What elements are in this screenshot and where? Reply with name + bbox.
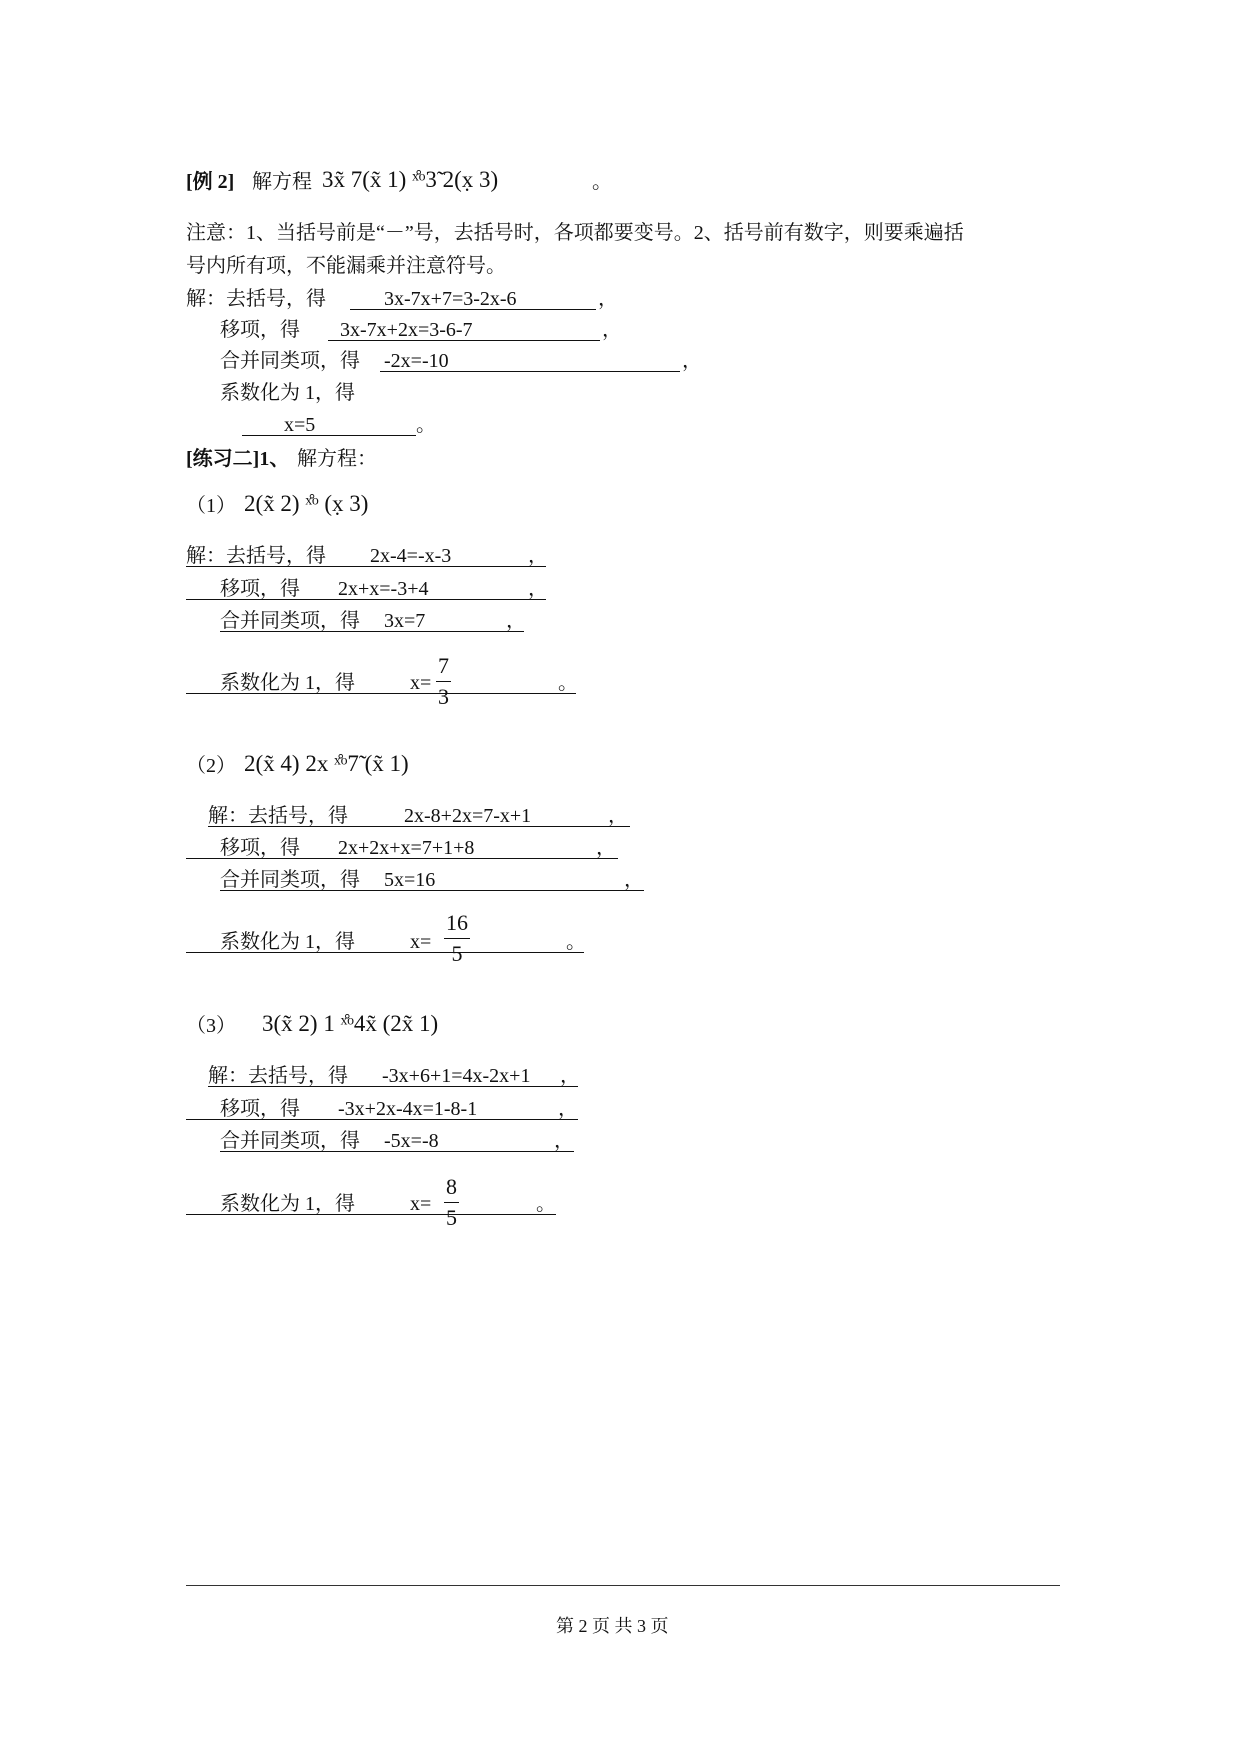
problem-2-step3-line: [220, 890, 644, 891]
problem-2-step3-answer: 5x=16: [384, 869, 436, 891]
problem-3-step1-answer: -3x+6+1=4x-2x+1: [382, 1065, 531, 1087]
problem-1-step1-label: 解：去括号，得: [186, 545, 326, 567]
problem-2-step1-label: 解：去括号，得: [208, 805, 348, 827]
example-step2-label: 移项，得: [220, 319, 300, 341]
note-line-2: 号内所有项，不能漏乘并注意符号。: [186, 255, 506, 277]
example-step4-period: 。: [416, 414, 436, 436]
example-step4-blank: [242, 435, 416, 436]
problem-2-step3-label: 合并同类项，得: [220, 869, 360, 891]
problem-3-numerator: 8: [444, 1176, 459, 1203]
problem-2-step4-prefix: x=: [410, 931, 432, 953]
problem-3-denominator: 5: [446, 1205, 457, 1230]
example-end-mark: 。: [592, 171, 612, 193]
example-equation: 3x̃ 7(x̃ 1) ˣ̊ᵒ3̃ 2(x̣ 3): [322, 167, 499, 192]
problem-3-step2-comma: ，: [558, 1098, 578, 1120]
problem-3-step2-label: 移项，得: [220, 1098, 300, 1120]
problem-3-step1-comma: ，: [560, 1065, 580, 1087]
problem-2-step2-line: [186, 858, 618, 859]
problem-3-step1-line: [208, 1086, 578, 1087]
problem-1-step3-line: [220, 631, 524, 632]
problem-2-step4-label: 系数化为 1，得: [220, 931, 355, 953]
example-step3-blank: [380, 371, 680, 372]
example-step4-label: 系数化为 1，得: [220, 382, 355, 404]
problem-1-step3-label: 合并同类项，得: [220, 610, 360, 632]
practice-heading: [练习二]1、: [186, 448, 290, 470]
problem-1-step4-period: 。: [558, 672, 578, 694]
problem-2-step2-comma: ，: [596, 837, 616, 859]
problem-1-step3-comma: ，: [506, 610, 526, 632]
problem-1-step4-prefix: x=: [410, 672, 432, 694]
problem-1-step1-line: [186, 566, 546, 567]
problem-2-numerator: 16: [444, 912, 470, 939]
problem-3-step4-period: 。: [536, 1193, 556, 1215]
example-step2-answer: 3x-7x+2x=3-6-7: [340, 319, 473, 341]
problem-2-step2-label: 移项，得: [220, 837, 300, 859]
problem-2-number: （2）: [186, 755, 236, 777]
problem-1-step1-answer: 2x-4=-x-3: [370, 545, 452, 567]
example-step1-blank: [350, 309, 596, 310]
problem-2-denominator: 5: [451, 941, 463, 966]
problem-2-step1-comma: ，: [608, 805, 628, 827]
problem-3-step2-answer: -3x+2x-4x=1-8-1: [338, 1098, 478, 1120]
problem-1-step2-label: 移项，得: [220, 578, 300, 600]
example-step1-comma: ，: [598, 288, 618, 310]
example-step2-blank: [328, 340, 600, 341]
footer-rule: [186, 1585, 1060, 1586]
problem-1-fraction: [436, 655, 451, 708]
example-step2-comma: ，: [602, 319, 622, 341]
problem-3-step3-label: 合并同类项，得: [220, 1130, 360, 1152]
problem-1-step2-answer: 2x+x=-3+4: [338, 578, 429, 600]
problem-1-step4-label: 系数化为 1，得: [220, 672, 355, 694]
example-step4-answer: x=5: [284, 414, 316, 436]
problem-2-step3-comma: ，: [624, 869, 644, 891]
problem-1-denominator: 3: [438, 684, 449, 709]
example-label: [例 2]: [186, 171, 235, 193]
problem-1-step4-line: [186, 693, 576, 694]
problem-2-step4-line: [186, 952, 584, 953]
problem-3-step4-line: [186, 1214, 556, 1215]
problem-3-fraction: [444, 1176, 459, 1229]
problem-3-step4-prefix: x=: [410, 1193, 432, 1215]
note-line-1: 注意：1、当括号前是“－”号，去括号时，各项都要变号。2、括号前有数字，则要乘遍括: [186, 222, 964, 244]
problem-1-step2-comma: ，: [528, 578, 548, 600]
problem-3-step3-comma: ，: [554, 1130, 574, 1152]
example-intro: 解方程: [252, 171, 312, 193]
problem-1-numerator: 7: [436, 655, 451, 682]
problem-1-step3-answer: 3x=7: [384, 610, 426, 632]
example-step1-answer: 3x-7x+7=3-2x-6: [384, 288, 517, 310]
problem-1-number: （1）: [186, 495, 236, 517]
problem-3-number: （3）: [186, 1015, 236, 1037]
example-step3-comma: ，: [682, 350, 702, 372]
problem-2-step1-line: [208, 826, 630, 827]
problem-3-step4-label: 系数化为 1，得: [220, 1193, 355, 1215]
example-step3-answer: -2x=-10: [384, 350, 449, 372]
problem-3-step3-line: [220, 1151, 574, 1152]
problem-1-equation: 2(x̃ 2) ˣ̊ᵒ (x̣ 3): [244, 491, 369, 516]
problem-1-step1-comma: ，: [528, 545, 548, 567]
problem-3-equation: 3(x̃ 2) 1 ˣ̊ᵒ4x̃ (2x̃ 1): [262, 1011, 439, 1036]
problem-3-step2-line: [186, 1119, 578, 1120]
practice-heading-tail: 解方程：: [297, 448, 377, 470]
problem-3-step1-label: 解：去括号，得: [208, 1065, 348, 1087]
example-step1-label: 解：去括号，得: [186, 288, 326, 310]
problem-2-step4-period: 。: [566, 931, 586, 953]
problem-2-step2-answer: 2x+2x+x=7+1+8: [338, 837, 475, 859]
problem-1-step2-line: [186, 599, 546, 600]
problem-2-fraction: [444, 912, 470, 965]
problem-2-step1-answer: 2x-8+2x=7-x+1: [404, 805, 532, 827]
example-step3-label: 合并同类项，得: [220, 350, 360, 372]
page-number: 第 2 页 共 3 页: [556, 1616, 669, 1636]
problem-3-step3-answer: -5x=-8: [384, 1130, 439, 1152]
problem-2-equation: 2(x̃ 4) 2x ˣ̊ᵒ7̃ (x̃ 1): [244, 751, 409, 776]
